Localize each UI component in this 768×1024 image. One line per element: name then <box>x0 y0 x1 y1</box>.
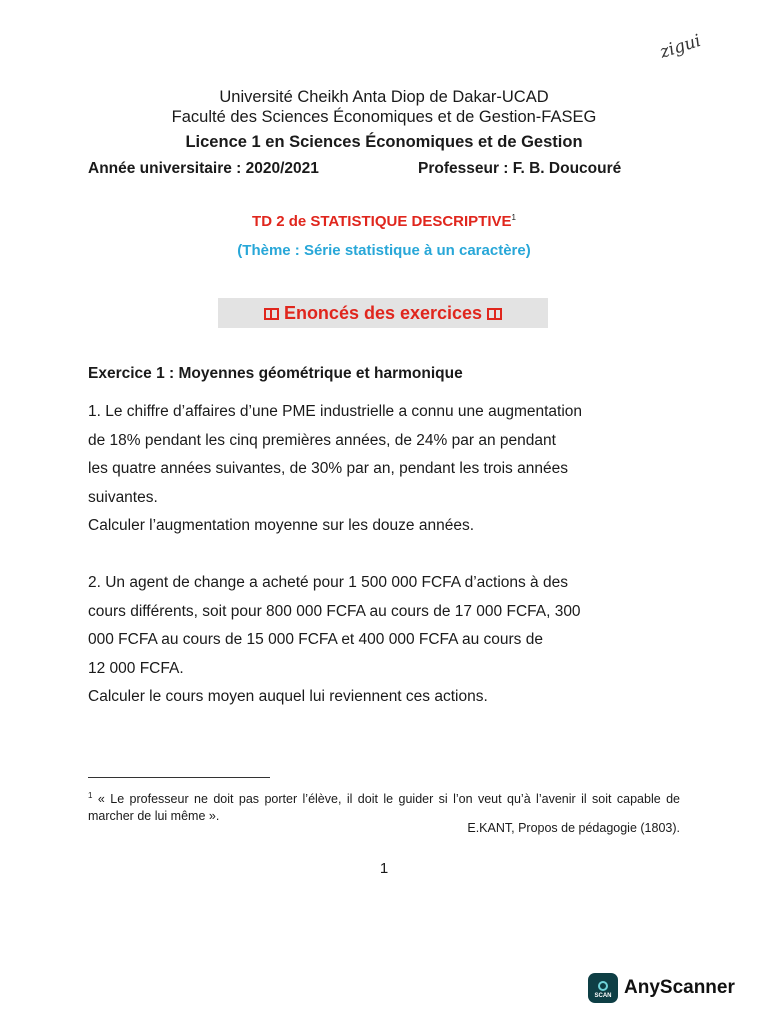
handwritten-signature: zigui <box>657 30 704 63</box>
faculty-name: Faculté des Sciences Économiques et de Gestion-FASEG <box>171 108 597 126</box>
question-2-task: Calculer le cours moyen auquel lui reviennent ces actions. <box>88 688 488 705</box>
scanner-logo-label: SCAN <box>594 993 612 999</box>
professor-name: Professeur : F. B. Doucouré <box>418 160 622 177</box>
question-2 <box>88 569 680 683</box>
academic-year: Année universitaire : 2020/2021 <box>88 160 319 177</box>
td-theme: (Thème : Série statistique à un caractère) <box>237 242 531 259</box>
question-2-line: 000 FCFA au cours de 15 000 FCFA et 400 000 FCFA au cours de <box>88 631 543 648</box>
section-banner <box>218 298 548 328</box>
scanner-watermark <box>588 973 735 1003</box>
td-title-text: TD 2 de STATISTIQUE DESCRIPTIVE <box>252 213 512 230</box>
footnote <box>88 787 680 825</box>
footnote-divider <box>88 777 270 778</box>
book-icon <box>487 308 502 320</box>
footnote-marker: 1 <box>88 791 93 800</box>
question-1 <box>88 398 680 512</box>
footnote-ref: 1 <box>511 213 516 222</box>
section-banner-label: Enoncés des exercices <box>283 303 483 323</box>
exercise-title: Exercice 1 : Moyennes géométrique et harmonique <box>88 365 463 382</box>
footnote-citation: E.KANT, Propos de pédagogie (1803). <box>467 821 680 835</box>
question-1-line: 1. Le chiffre d’affaires d’une PME industrielle a connu une augmentation <box>88 403 583 420</box>
university-name: Université Cheikh Anta Diop de Dakar-UCAD <box>219 88 549 106</box>
question-2-line: 2. Un agent de change a acheté pour 1 500 000 FCFA d’actions à des <box>88 574 568 591</box>
book-icon <box>264 308 279 320</box>
scanner-name: AnyScanner <box>624 977 735 998</box>
question-1-task: Calculer l’augmentation moyenne sur les douze années. <box>88 517 475 534</box>
question-2-line: cours différents, soit pour 800 000 FCFA au cours de 17 000 FCFA, 300 <box>88 602 581 620</box>
question-1-line: de 18% pendant les cinq premières années, de 24% par an pendant <box>88 431 556 449</box>
footnote-text: « Le professeur ne doit pas porter l’élève, il doit le guider si l’on veut qu’à l’avenir il soit capable de marcher de lui même ». <box>88 792 680 824</box>
page-number: 1 <box>379 860 389 877</box>
question-2-line: 12 000 FCFA. <box>88 659 184 677</box>
program-name: Licence 1 en Sciences Économiques et de Gestion <box>185 133 583 151</box>
year-professor-line <box>88 160 688 178</box>
question-1-line: suivantes. <box>88 488 158 506</box>
question-1-line: les quatre années suivantes, de 30% par an, pendant les trois années <box>88 460 568 477</box>
td-title <box>0 213 768 230</box>
scanner-logo-icon <box>588 973 618 1003</box>
